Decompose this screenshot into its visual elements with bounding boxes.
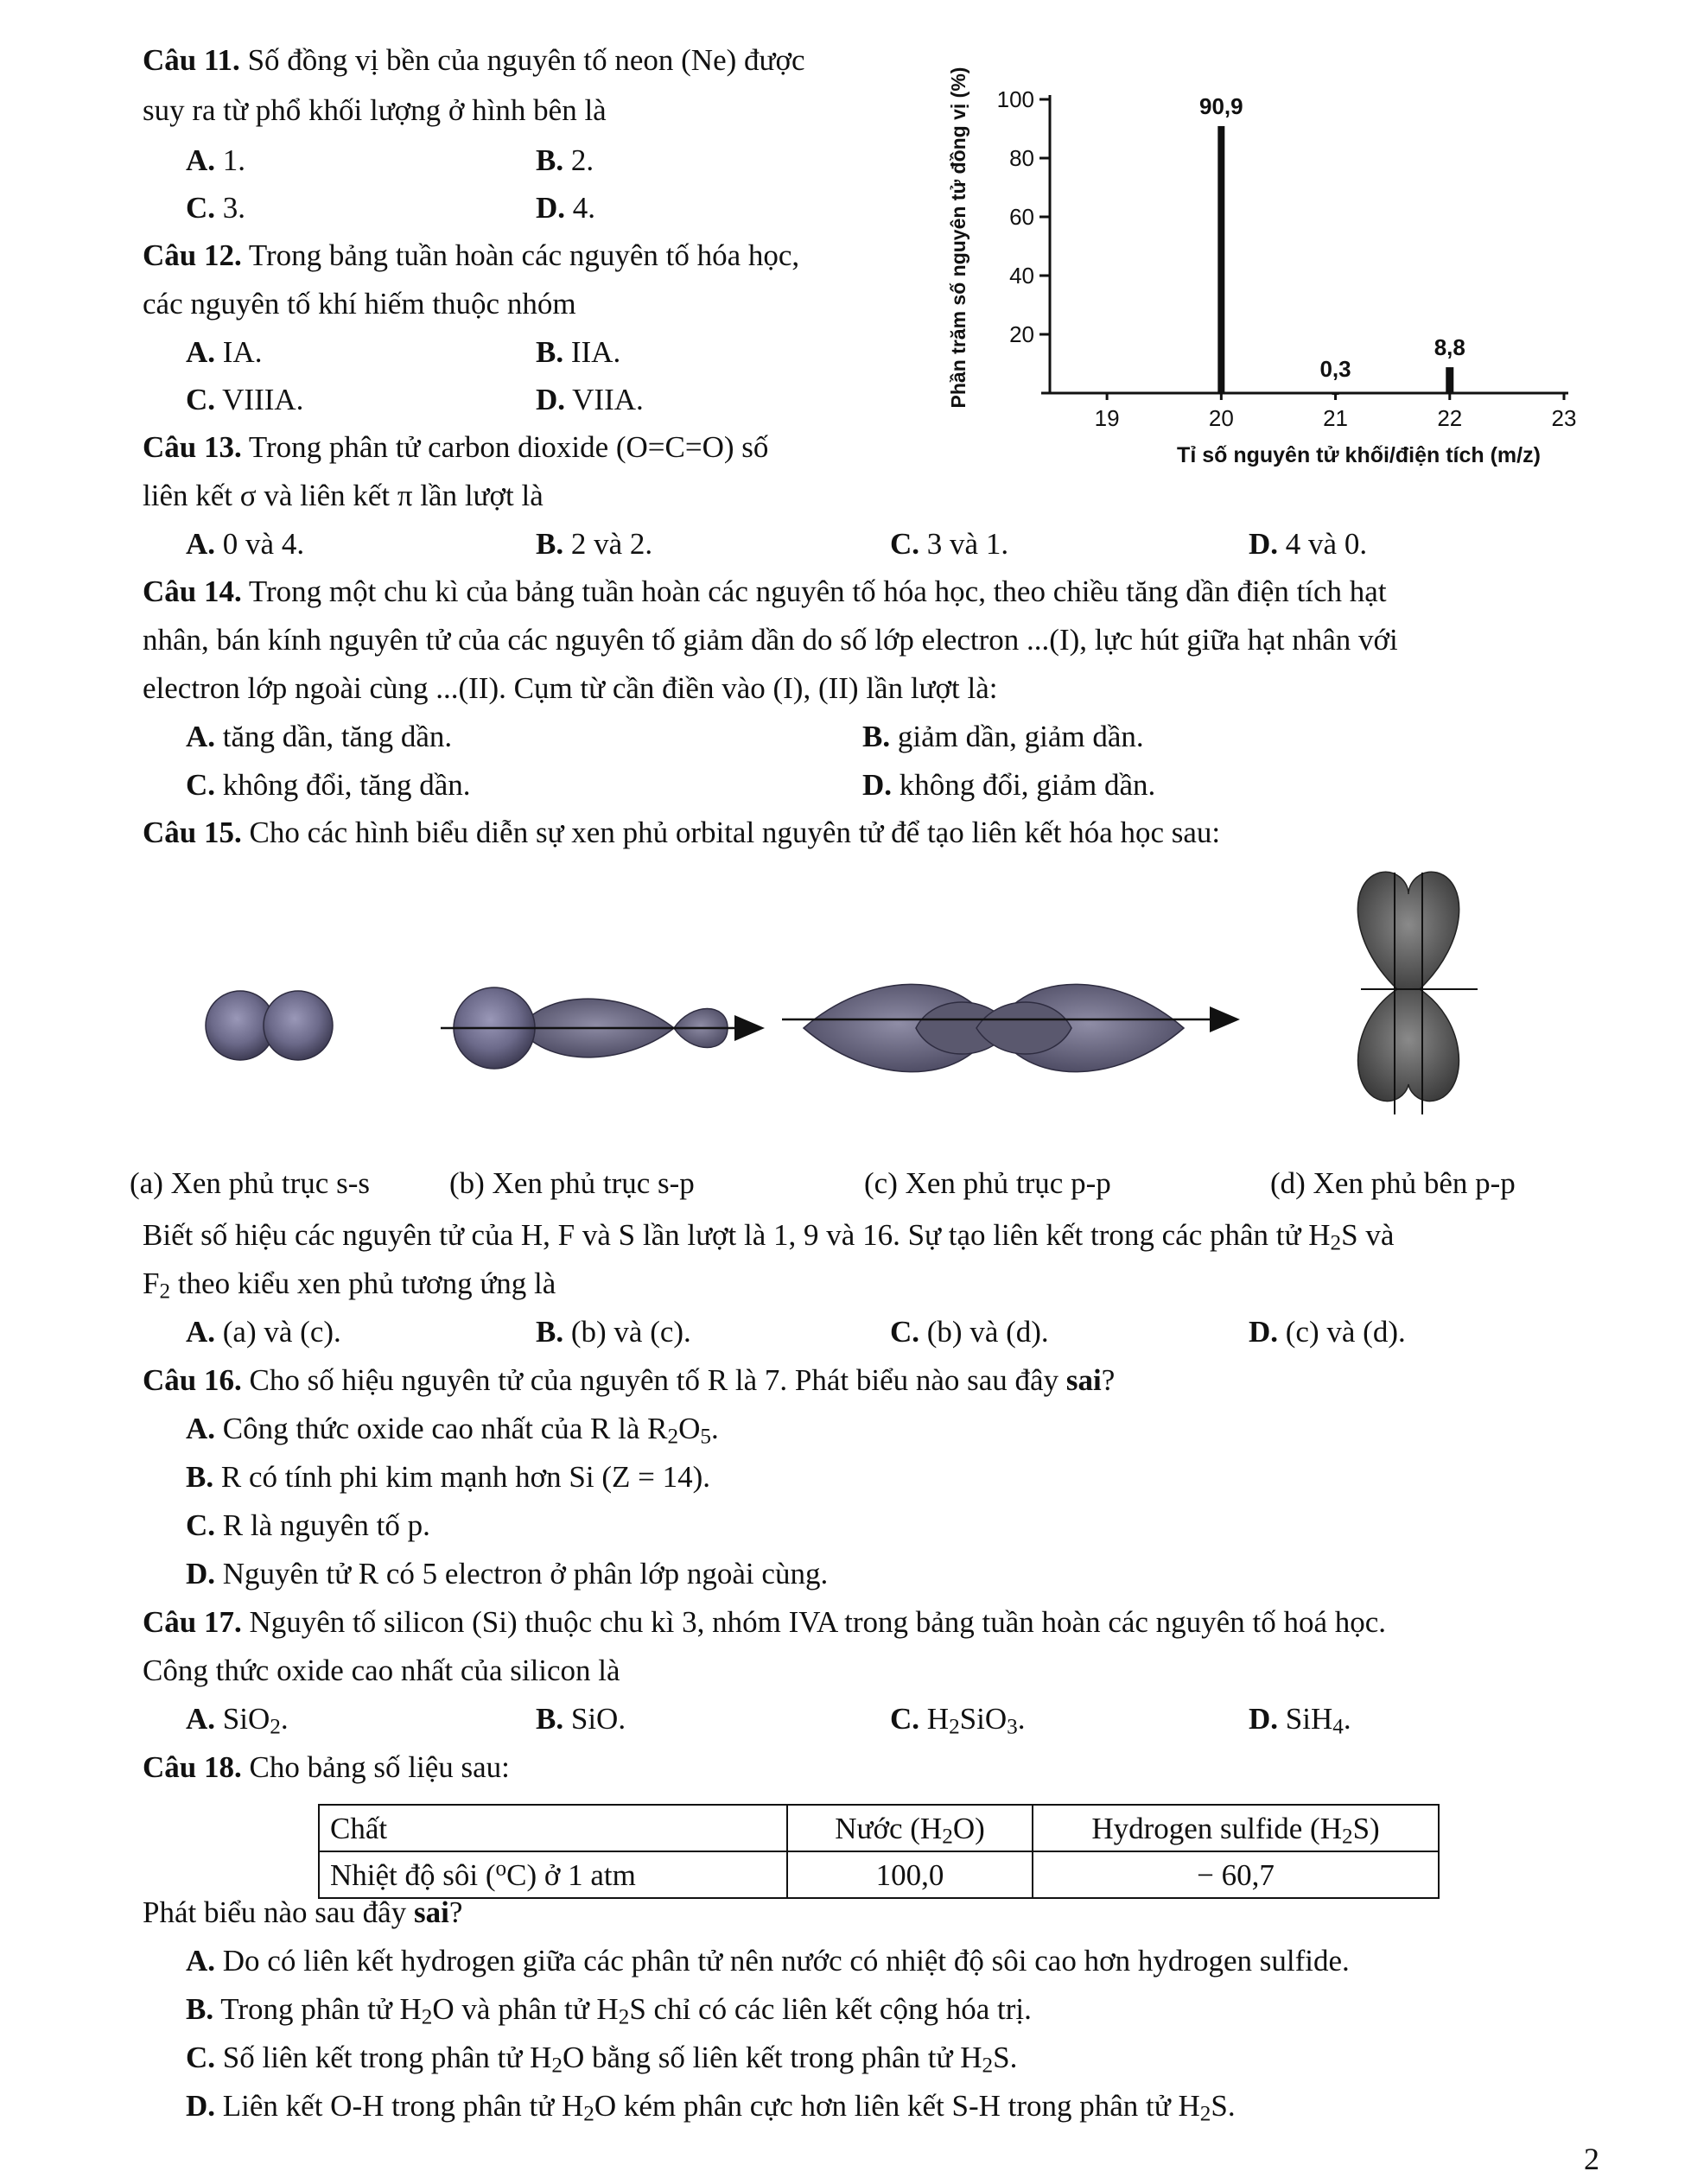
x-tick-label: 22 [1437, 405, 1463, 431]
q16-option-a[interactable]: A. Công thức oxide cao nhất của R là $R_2O_5$. [186, 1412, 719, 1449]
q12-option-a[interactable]: A. IA. [186, 335, 263, 369]
q12-option-d[interactable]: D. VIIA. [536, 383, 644, 416]
q13-number: Câu 13. [143, 430, 242, 464]
p-p-side-overlap-figure [1357, 872, 1478, 1114]
q15-option-d[interactable]: D. (c) và (d). [1249, 1315, 1406, 1349]
q15-number: Câu 15. [143, 816, 242, 849]
caption-a: (a) Xen phủ trục s-s [130, 1166, 370, 1200]
q17-number: Câu 17. [143, 1605, 242, 1639]
q15-line2: Biết số hiệu các nguyên tử của H, F và S lần lượt là 1, 9 và 16. Sự tạo liên kết trong các phân tử $H_2S$ và [143, 1218, 1395, 1255]
q16-number: Câu 16. [143, 1363, 242, 1397]
q16-option-c[interactable]: C. R là nguyên tố p. [186, 1508, 430, 1542]
q14-number: Câu 14. [143, 575, 242, 608]
x-axis-label: Tỉ số nguyên tử khối/điện tích (m/z) [1177, 443, 1541, 467]
table-header-h2s: Hydrogen sulfide $(H_2S)$ [1033, 1805, 1439, 1851]
q16-option-b[interactable]: B. R có tính phi kim mạnh hơn Si (Z = 14). [186, 1460, 710, 1494]
q11-option-d[interactable]: D. 4. [536, 191, 596, 225]
q13-line1: Câu 13. Trong phân tử carbon dioxide (O=C=O) số [143, 430, 769, 464]
q14-option-d[interactable]: D. không đổi, giảm dần. [862, 768, 1156, 802]
q12-line2: các nguyên tố khí hiếm thuộc nhóm [143, 287, 576, 321]
caption-d: (d) Xen phủ bên p-p [1270, 1166, 1516, 1200]
chart-bar [1217, 126, 1224, 393]
q11-line1: Câu 11. Số đồng vị bền của nguyên tố neon (Ne) được [143, 43, 805, 77]
q12-line1: Câu 12. Trong bảng tuần hoàn các nguyên tố hóa học, [143, 238, 800, 272]
s-s-overlap-figure [206, 991, 333, 1060]
q11-option-a[interactable]: A. 1. [186, 143, 246, 177]
q14-line3: electron lớp ngoài cùng ...(II). Cụm từ cần điền vào (I), (II) lần lượt là: [143, 671, 998, 705]
q16-line1: Câu 16. Cho số hiệu nguyên tử của nguyên tố R là 7. Phát biểu nào sau đây sai? [143, 1363, 1116, 1397]
q13-option-d[interactable]: D. 4 và 0. [1249, 527, 1368, 561]
y-tick-label: 100 [996, 86, 1034, 112]
q11-option-c[interactable]: C. 3. [186, 191, 246, 225]
s-p-overlap-figure [441, 987, 760, 1069]
q17-option-a[interactable]: A. SiO$_2$. [186, 1702, 289, 1739]
x-tick-label: 19 [1094, 405, 1120, 431]
q13-line2: liên kết σ và liên kết π lần lượt là [143, 479, 544, 512]
q15-option-b[interactable]: B. (b) và (c). [536, 1315, 691, 1349]
q15-line3: $F_2$ theo kiểu xen phủ tương ứng là [143, 1267, 556, 1304]
p-p-axial-overlap-figure [782, 984, 1236, 1071]
chart-bar [1332, 392, 1339, 395]
q12-option-b[interactable]: B. IIA. [536, 335, 621, 369]
q14-option-c[interactable]: C. không đổi, tăng dần. [186, 768, 471, 802]
q11-line2: suy ra từ phổ khối lượng ở hình bên là [143, 93, 607, 127]
caption-b: (b) Xen phủ trục s-p [449, 1166, 695, 1200]
y-tick-label: 60 [1009, 204, 1034, 230]
q15-option-c[interactable]: C. (b) và (d). [890, 1315, 1049, 1349]
table-header-substance: Chất [319, 1805, 787, 1851]
table-header-water: Nước $(H_2O)$ [787, 1805, 1033, 1851]
boiling-point-table [318, 1804, 1440, 1899]
page-number: 2 [1584, 2142, 1599, 2176]
bar-value-label: 90,9 [1199, 92, 1243, 119]
q18-line1: Câu 18. Cho bảng số liệu sau: [143, 1750, 510, 1784]
q14-option-b[interactable]: B. giảm dần, giảm dần. [862, 720, 1144, 753]
table-cell-property: Nhiệt độ sôi ($^o$C) ở 1 atm [319, 1851, 787, 1898]
q18-option-c[interactable]: C. Số liên kết trong phân tử $H_2O$ bằng số liên kết trong phân tử $H_2S$. [186, 2041, 1018, 2078]
q14-line1: Câu 14. Trong một chu kì của bảng tuần hoàn các nguyên tố hóa học, theo chiều tăng dần điện tích hạt [143, 575, 1387, 608]
chart-bar [1446, 367, 1453, 393]
x-tick-label: 21 [1323, 405, 1349, 431]
q18-number: Câu 18. [143, 1750, 242, 1784]
q18-option-d[interactable]: D. Liên kết O-H trong phân tử $H_2O$ kém phân cực hơn liên kết S-H trong phân tử $H_2S$. [186, 2089, 1236, 2126]
q18-option-b[interactable]: B. Trong phân tử $H_2O$ và phân tử $H_2S$ chỉ có các liên kết cộng hóa trị. [186, 1992, 1032, 2029]
q15-option-a[interactable]: A. (a) và (c). [186, 1315, 341, 1349]
q16-option-d[interactable]: D. Nguyên tử R có 5 electron ở phân lớp ngoài cùng. [186, 1557, 829, 1590]
q11-number: Câu 11. [143, 43, 240, 77]
orbital-overlap-figures [199, 864, 1581, 1149]
q17-line2: Công thức oxide cao nhất của silicon là [143, 1654, 620, 1687]
neon-mass-spectrum-chart [938, 39, 1612, 488]
bar-value-label: 0,3 [1319, 355, 1351, 382]
q17-option-d[interactable]: D. SiH$_4$. [1249, 1702, 1351, 1739]
table-header-row [319, 1805, 1439, 1851]
q18-option-a[interactable]: A. Do có liên kết hydrogen giữa các phân tử nên nước có nhiệt độ sôi cao hơn hydrogen sulfide. [186, 1944, 1350, 1978]
q12-number: Câu 12. [143, 238, 242, 272]
caption-c: (c) Xen phủ trục p-p [864, 1166, 1111, 1200]
table-cell-h2s-bp: − 60,7 [1033, 1851, 1439, 1898]
y-tick-label: 80 [1009, 145, 1034, 171]
x-tick-label: 20 [1208, 405, 1234, 431]
q18-prompt: Phát biểu nào sau đây sai? [143, 1895, 463, 1929]
q13-option-c[interactable]: C. 3 và 1. [890, 527, 1009, 561]
bar-value-label: 8,8 [1434, 334, 1465, 361]
q17-option-b[interactable]: B. SiO. [536, 1702, 626, 1736]
q15-line1: Câu 15. Cho các hình biểu diễn sự xen phủ orbital nguyên tử để tạo liên kết hóa học sau: [143, 816, 1221, 849]
y-axis-label: Phần trăm số nguyên tử đồng vị (%) [947, 67, 969, 409]
q17-line1: Câu 17. Nguyên tố silicon (Si) thuộc chu kì 3, nhóm IVA trong bảng tuần hoàn các nguyên tố hoá học. [143, 1605, 1387, 1639]
q14-option-a[interactable]: A. tăng dần, tăng dần. [186, 720, 453, 753]
q14-line2: nhân, bán kính nguyên tử của các nguyên tố giảm dần do số lớp electron ...(I), lực hút giữa hạt nhân với [143, 623, 1398, 657]
q12-option-c[interactable]: C. VIIIA. [186, 383, 304, 416]
q17-option-c[interactable]: C. $H_2SiO_3$. [890, 1702, 1026, 1739]
y-tick-label: 20 [1009, 321, 1034, 347]
q13-option-b[interactable]: B. 2 và 2. [536, 527, 653, 561]
x-tick-label: 23 [1551, 405, 1577, 431]
q13-option-a[interactable]: A. 0 và 4. [186, 527, 305, 561]
table-row [319, 1851, 1439, 1898]
q11-option-b[interactable]: B. 2. [536, 143, 594, 177]
y-tick-label: 40 [1009, 263, 1034, 289]
table-cell-water-bp: 100,0 [787, 1851, 1033, 1898]
